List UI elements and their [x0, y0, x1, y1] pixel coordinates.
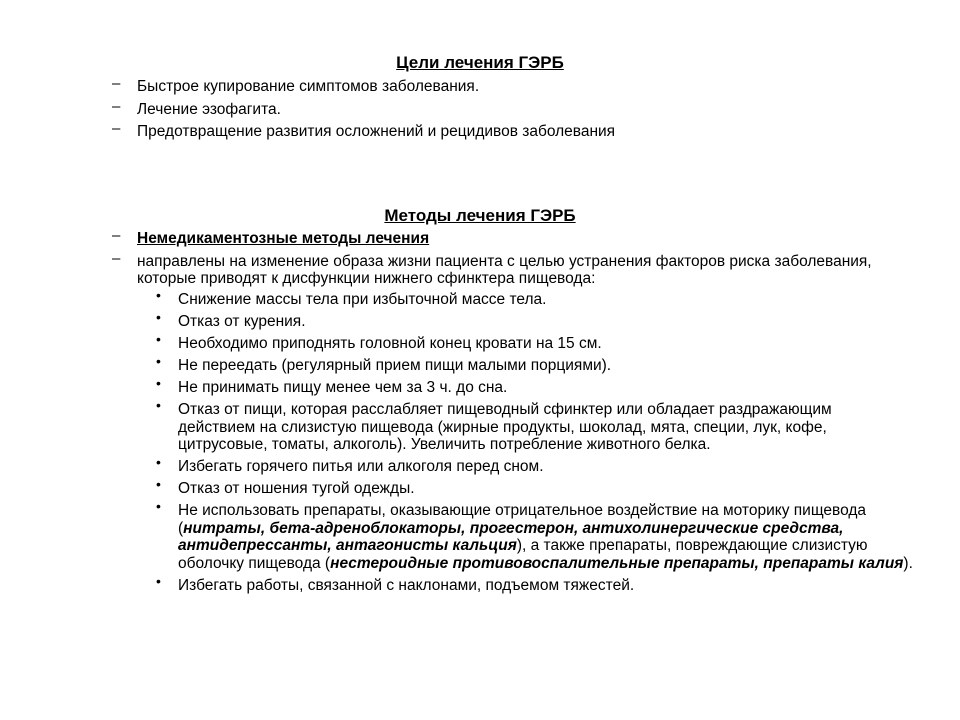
dash-bullet-icon: – — [112, 227, 121, 244]
measure-item: • Отказ от курения. — [156, 309, 306, 330]
dash-bullet-icon: – — [112, 97, 121, 115]
methods-title: Методы лечения ГЭРБ — [384, 206, 576, 225]
dot-bullet-icon: • — [156, 498, 161, 514]
measure-item: • Отказ от ношения тугой одежды. — [156, 476, 415, 497]
measure-item: • Не переедать (регулярный прием пищи малыми порциями). — [156, 353, 612, 374]
goals-title: Цели лечения ГЭРБ — [396, 53, 564, 72]
measure-item: • Не принимать пищу менее чем за 3 ч. до сна. — [156, 375, 508, 396]
drugs-text-3: ). — [903, 554, 913, 572]
drugs-text-2: ), а также препараты, повреждающие слизистую оболочку пищевода ( — [178, 537, 868, 572]
dot-bullet-icon: • — [156, 309, 161, 325]
measures-list — [156, 287, 926, 599]
drugs-text-1: Не использовать препараты, оказывающие отрицательное воздействие на моторику пищевода ( — [178, 502, 867, 537]
dot-bullet-icon: • — [156, 375, 161, 391]
measure-item-drugs — [156, 498, 926, 572]
goal-item: – Лечение эзофагита. — [112, 97, 281, 118]
methods-subtitle: – Немедикаментозные методы лечения — [112, 227, 430, 247]
measure-item: • Снижение массы тела при избыточной массе тела. — [156, 287, 547, 308]
drugs-mucosa-list: нестероидные противовоспалительные препараты, препараты калия — [330, 554, 904, 572]
measure-item: • Необходимо приподнять головной конец кровати на 15 см. — [156, 331, 602, 352]
dot-bullet-icon: • — [156, 331, 161, 347]
measure-item: • Избегать горячего питья или алкоголя перед сном. — [156, 454, 544, 475]
goals-list — [112, 75, 912, 146]
dot-bullet-icon: • — [156, 353, 161, 369]
dash-bullet-icon: – — [112, 75, 121, 92]
dot-bullet-icon: • — [156, 476, 161, 492]
dot-bullet-icon: • — [156, 454, 161, 470]
methods-list — [112, 227, 912, 293]
goal-item: – Быстрое купирование симптомов заболевания. — [112, 75, 480, 95]
goal-item: – Предотвращение развития осложнений и рецидивов заболевания — [112, 120, 616, 140]
methods-intro: – направлены на изменение образа жизни пациента с целью устранения факторов риска заболевания, которые приводят к дисфункции нижнего сфинктера пищевода: — [112, 249, 872, 287]
drugs-motility-list: нитраты, бета-адреноблокаторы, прогестерон, антихолинергические средства, антидепрессанты, антагонисты кальция — [178, 519, 844, 554]
dash-bullet-icon: – — [112, 120, 121, 137]
measure-item: • Избегать работы, связанной с наклонами, подъемом тяжестей. — [156, 572, 635, 594]
dot-bullet-icon: • — [156, 397, 161, 413]
dash-bullet-icon: – — [112, 249, 121, 267]
dot-bullet-icon: • — [156, 572, 161, 589]
dot-bullet-icon: • — [156, 287, 161, 303]
measure-item: • Отказ от пищи, которая расслабляет пищеводный сфинктер или обладает раздражающим действием на слизистую пищевода (жирные продукты, шоколад, мята, специи, лук, кофе, цитрусовые, томаты, алкоголь). Увеличить потребление животного белка. — [156, 397, 832, 453]
